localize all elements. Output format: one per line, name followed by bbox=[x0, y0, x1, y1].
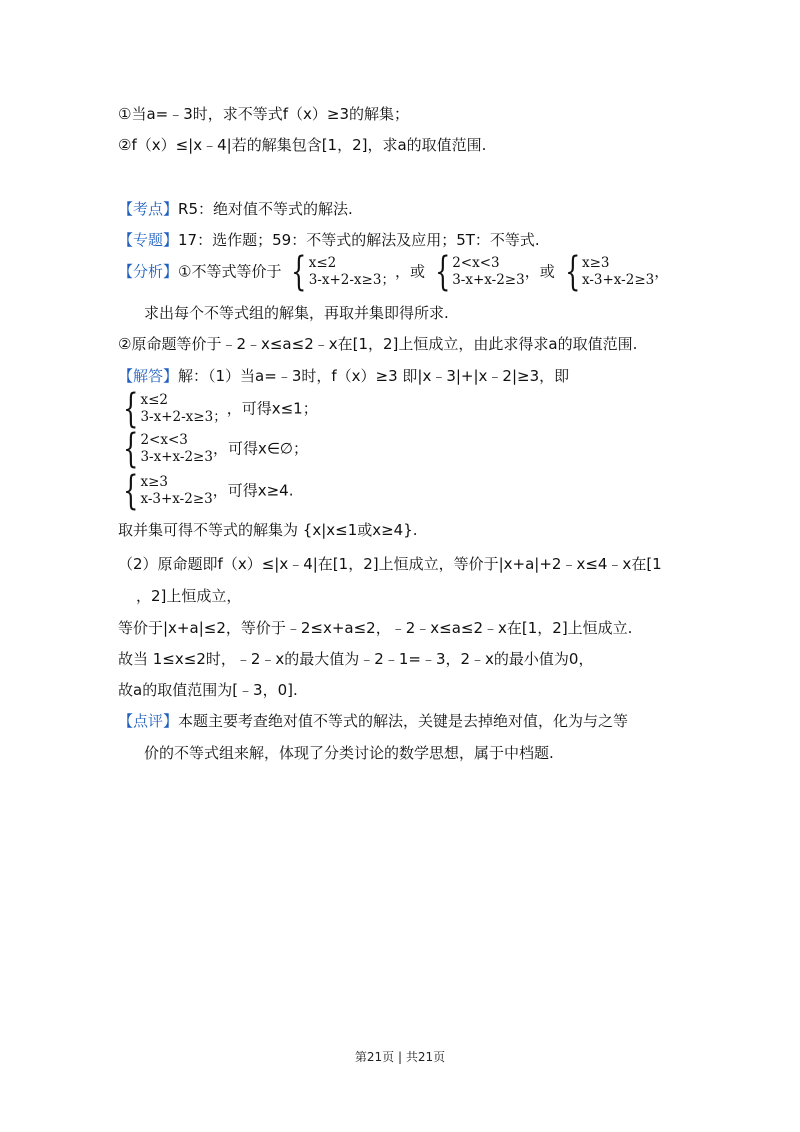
system-row: 3-x+x-2≥3 bbox=[140, 449, 213, 465]
jieda-line bbox=[118, 365, 569, 387]
kaodian-text: R5：绝对值不等式的解法. bbox=[178, 200, 353, 218]
zhuanti-tag: 【专题】 bbox=[118, 231, 179, 249]
kaodian-line bbox=[118, 198, 353, 220]
system-row: x≤2 bbox=[140, 392, 168, 408]
jieda-case-1 bbox=[118, 386, 318, 432]
question-part2: ②f（x）≤|x﹣4|若的解集包含[1，2]，求a的取值范围. bbox=[118, 136, 487, 154]
fenxi-system-2 bbox=[430, 249, 525, 295]
fenxi-line bbox=[118, 249, 670, 295]
jieda-part2-line4: 故当 1≤x≤2时，﹣2﹣x的最大值为﹣2﹣1=﹣3，2﹣x的最小值为0， bbox=[118, 650, 594, 668]
case-1-result: ，可得x≤1； bbox=[226, 399, 318, 418]
case-3-system bbox=[118, 468, 213, 514]
case-3-result: ，可得x≥4. bbox=[212, 481, 294, 500]
kaodian-tag: 【考点】 bbox=[118, 200, 179, 218]
fenxi-line-3: ②原命题等价于﹣2﹣x≤a≤2﹣x在[1，2]上恒成立，由此求得求a的取值范围. bbox=[118, 335, 638, 353]
brace-glyph: { bbox=[123, 386, 139, 432]
dianping-line-2: 价的不等式组来解，体现了分类讨论的数学思想，属于中档题. bbox=[144, 744, 554, 762]
system-row: 2<x<3 bbox=[452, 255, 500, 271]
system-separator: ； bbox=[213, 409, 227, 425]
jieda-part2-line3: 等价于|x+a|≤2，等价于﹣2≤x+a≤2，﹣2﹣x≤a≤2﹣x在[1，2]上恒成立. bbox=[118, 619, 633, 637]
case-1-system bbox=[118, 386, 227, 432]
system-separator: ； bbox=[381, 272, 395, 288]
fenxi-or-2: ，或 bbox=[524, 262, 555, 281]
brace-glyph: { bbox=[123, 468, 139, 514]
fenxi-system-3 bbox=[560, 249, 655, 295]
fenxi-end: ， bbox=[654, 262, 670, 281]
system-row: x≤2 bbox=[308, 255, 337, 271]
fenxi-line-2: 求出每个不等式组的解集，再取并集即得所求. bbox=[144, 304, 449, 322]
system-row: 2<x<3 bbox=[140, 432, 188, 448]
fenxi-system-1 bbox=[286, 249, 395, 295]
jieda-tag: 【解答】 bbox=[118, 367, 179, 385]
system-row: x≥3 bbox=[581, 255, 610, 271]
dianping-text-1: 本题主要考查绝对值不等式的解法，关键是去掉绝对值，化为与之等 bbox=[178, 712, 629, 730]
system-row: 3-x+2-x≥3 bbox=[308, 272, 382, 288]
jieda-case-2 bbox=[118, 426, 308, 472]
zhuanti-line bbox=[118, 229, 540, 251]
dianping-line bbox=[118, 710, 628, 732]
brace-glyph: { bbox=[434, 249, 451, 295]
system-row: x≥3 bbox=[140, 474, 168, 490]
jieda-part2-line1: （2）原命题即f（x）≤|x﹣4|在[1，2]上恒成立，等价于|x+a|+2﹣x≤4﹣x在[1 bbox=[118, 555, 662, 573]
system-row: 3-x+x-2≥3 bbox=[452, 272, 525, 288]
jieda-union: 取并集可得不等式的解集为 {x|x≤1或x≥4}. bbox=[118, 521, 418, 539]
system-row: 3-x+2-x≥3 bbox=[140, 409, 214, 425]
zhuanti-text: 17：选作题；59：不等式的解法及应用；5T：不等式. bbox=[178, 231, 540, 249]
jieda-part2-line2: ，2]上恒成立， bbox=[136, 587, 242, 605]
case-2-system bbox=[118, 426, 213, 472]
jieda-case-3 bbox=[118, 468, 294, 514]
system-row: x-3+x-2≥3 bbox=[581, 272, 655, 288]
brace-glyph: { bbox=[291, 249, 307, 295]
jieda-part2-line5: 故a的取值范围为[﹣3，0]. bbox=[118, 681, 298, 699]
fenxi-intro: ①不等式等价于 bbox=[178, 262, 282, 281]
brace-glyph: { bbox=[564, 249, 580, 295]
dianping-tag: 【点评】 bbox=[118, 712, 179, 730]
question-part1: ①当a=﹣3时，求不等式f（x）≥3的解集； bbox=[118, 105, 410, 123]
jieda-intro: 解：（1）当a=﹣3时，f（x）≥3 即|x﹣3|+|x﹣2|≥3，即 bbox=[178, 367, 570, 385]
case-2-result: ，可得x∈∅； bbox=[212, 439, 308, 458]
system-row: x-3+x-2≥3 bbox=[140, 491, 213, 507]
brace-glyph: { bbox=[123, 426, 139, 472]
fenxi-tag: 【分析】 bbox=[118, 262, 179, 281]
fenxi-or-1: ，或 bbox=[394, 262, 425, 281]
page-footer: 第21页 | 共21页 bbox=[354, 1050, 446, 1064]
